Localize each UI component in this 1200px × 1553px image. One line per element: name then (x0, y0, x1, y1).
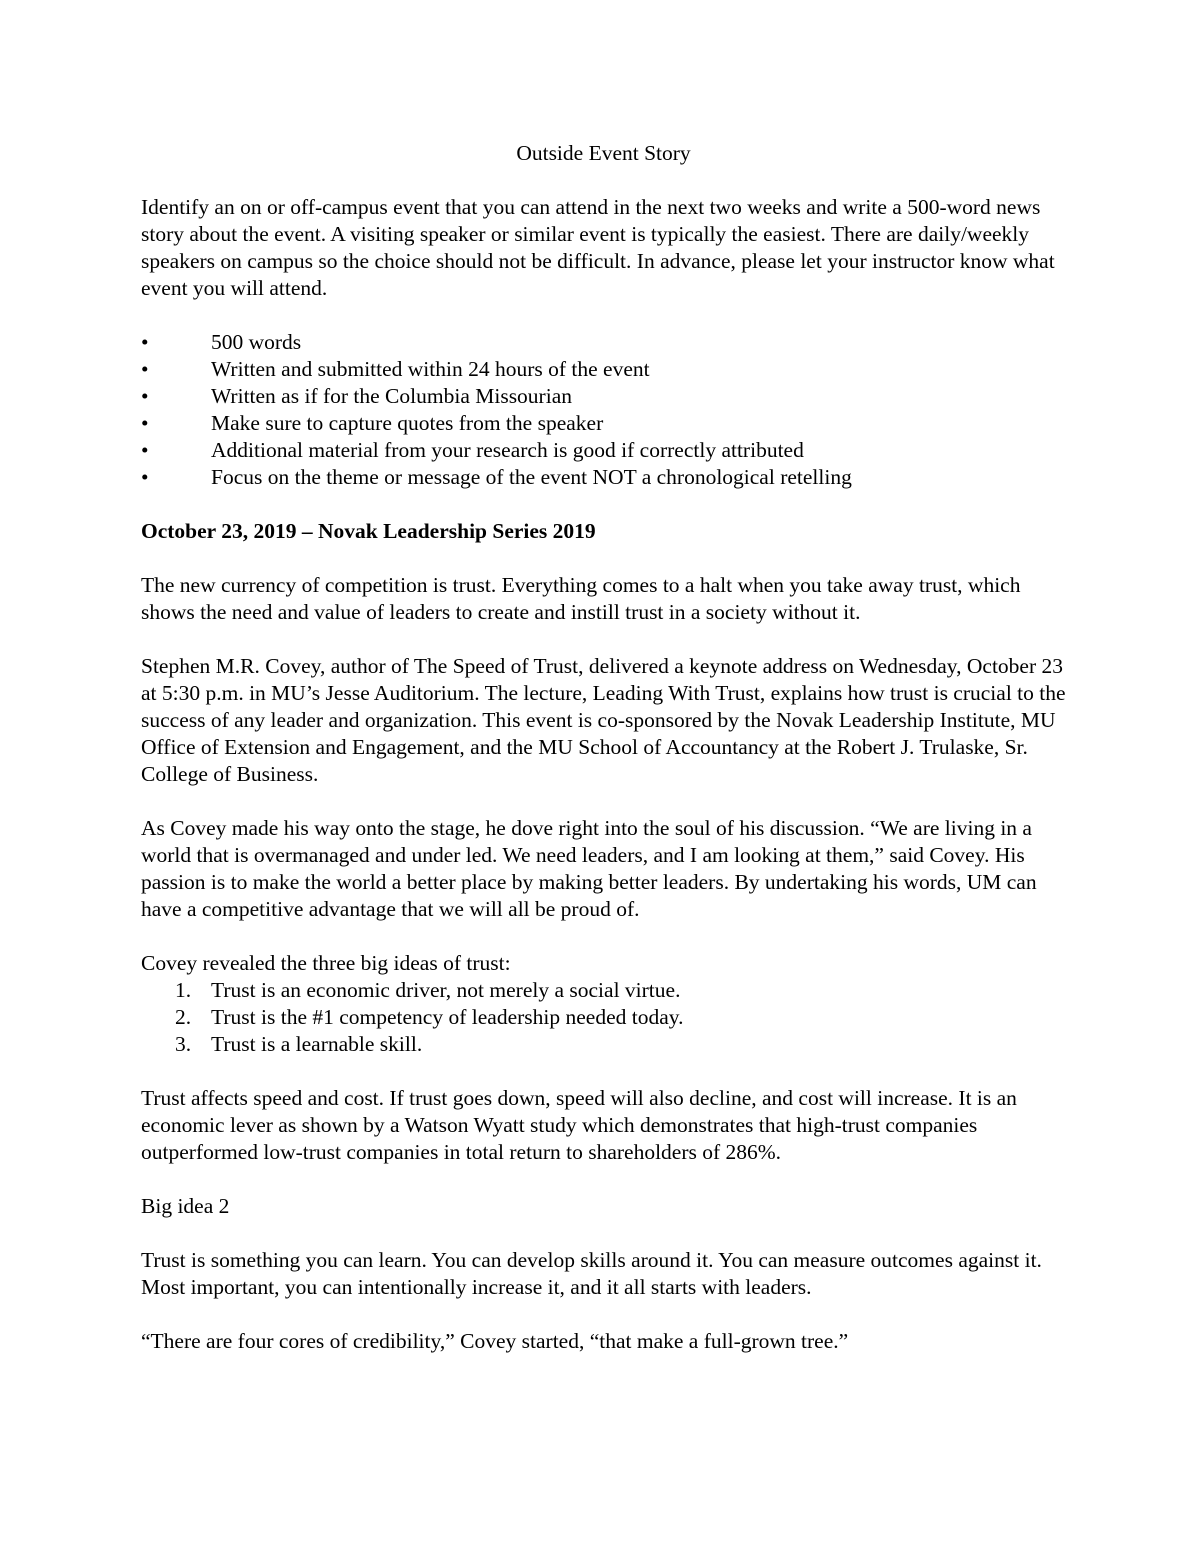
requirement-text: Focus on the theme or message of the event NOT a chronological retelling (211, 465, 852, 489)
list-number: 3. (175, 1032, 192, 1056)
list-item (141, 356, 1066, 383)
story-paragraph-event-details: Stephen M.R. Covey, author of The Speed of Trust, delivered a keynote address on Wednesday, October 23 at 5:30 p.m. in MU’s Jesse Auditorium. The lecture, Leading With Trust, explains how trust is crucial to the success of any leader and organization. This event is co-sponsored by the Novak Leadership Institute, MU Office of Extension and Engagement, and the MU School of Accountancy at the Robert J. Trulaske, Sr. College of Business. (141, 654, 1066, 786)
requirements-list (141, 329, 1066, 491)
story-heading: October 23, 2019 – Novak Leadership Series 2019 (141, 519, 596, 543)
requirement-text: Written and submitted within 24 hours of the event (211, 357, 650, 381)
list-item (141, 410, 1066, 437)
story-paragraph-credibility-quote: “There are four cores of credibility,” Covey started, “that make a full-grown tree.” (141, 1329, 849, 1353)
list-item (141, 464, 1066, 491)
bullet-icon: • (141, 357, 149, 381)
list-item (141, 383, 1066, 410)
bullet-icon: • (141, 411, 149, 435)
requirement-text: 500 words (211, 330, 302, 354)
list-item (141, 437, 1066, 464)
requirement-text: Additional material from your research is good if correctly attributed (211, 438, 804, 462)
story-paragraph-learnable: Trust is something you can learn. You can develop skills around it. You can measure outcomes against it. Most important, you can intentionally increase it, and it all starts with leaders. (141, 1248, 1042, 1299)
ideas-intro: Covey revealed the three big ideas of trust: (141, 951, 511, 975)
story-subheading-big-idea-2: Big idea 2 (141, 1194, 230, 1218)
bullet-icon: • (141, 438, 149, 462)
bullet-icon: • (141, 384, 149, 408)
story-paragraph-speed-cost: Trust affects speed and cost. If trust goes down, speed will also decline, and cost will increase. It is an economic lever as shown by a Watson Wyatt study which demonstrates that high-trust companies outperformed low-trust companies in total return to shareholders of 286%. (141, 1086, 1017, 1164)
list-item (141, 329, 1066, 356)
list-item (141, 1031, 1066, 1058)
list-number: 1. (175, 978, 192, 1002)
list-number: 2. (175, 1005, 192, 1029)
bullet-icon: • (141, 465, 149, 489)
requirement-text: Written as if for the Columbia Missourian (211, 384, 572, 408)
story-paragraph-opening-quote: As Covey made his way onto the stage, he dove right into the soul of his discussion. “We are living in a world that is overmanaged and under led. We need leaders, and I am looking at them,” said Covey. His passion is to make the world a better place by making better leaders. By undertaking his words, UM can have a competitive advantage that we will all be proud of. (141, 816, 1037, 921)
assignment-intro: Identify an on or off-campus event that you can attend in the next two weeks and write a 500-word news story about the event. A visiting speaker or similar event is typically the easiest. There are daily/weekly speakers on campus so the choice should not be difficult. In advance, please let your instructor know what event you will attend. (141, 195, 1055, 300)
bullet-icon: • (141, 330, 149, 354)
list-item (141, 977, 1066, 1004)
list-item (141, 1004, 1066, 1031)
story-paragraph-lede: The new currency of competition is trust. Everything comes to a halt when you take away trust, which shows the need and value of leaders to create and instill trust in a society without it. (141, 573, 1021, 624)
document-page (141, 140, 1066, 1382)
big-ideas-list (141, 977, 1066, 1058)
idea-text: Trust is an economic driver, not merely a social virtue. (211, 978, 681, 1002)
document-title: Outside Event Story (516, 141, 691, 165)
idea-text: Trust is a learnable skill. (211, 1032, 423, 1056)
requirement-text: Make sure to capture quotes from the speaker (211, 411, 604, 435)
idea-text: Trust is the #1 competency of leadership needed today. (211, 1005, 684, 1029)
